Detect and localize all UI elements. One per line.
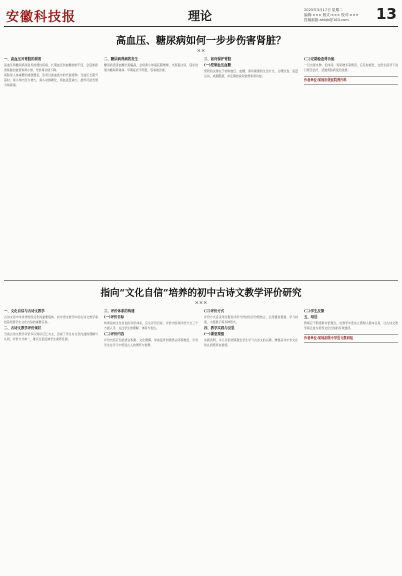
article-1-body <box>4 56 398 274</box>
paragraph: 高血压和糖尿病是常见的慢性疾病，长期血压和血糖控制不佳，会逐渐损害肾脏的血管和肾小球，导致肾功能下降。 <box>4 63 98 72</box>
article-2-col-2 <box>104 308 198 570</box>
article-1-col-4 <box>304 56 398 274</box>
article-1 <box>4 30 398 276</box>
author-affiliation: 作者单位:某地初级中学语文教研组 <box>304 334 398 343</box>
article-1-col-2 <box>104 56 198 274</box>
paragraph: 古诗文是中华优秀传统文化的重要载体，初中语文教学中的古诗文教学承担着培养学生文化自信的重要任务。 <box>4 315 98 324</box>
paragraph: 一旦出现水肿、泡沫尿、夜尿增多等情况，应及时就医，在医生指导下进行规范治疗，延缓肾脏病变的进展。 <box>304 63 398 72</box>
subhead: 三、如何保护肾脏 <box>204 57 232 61</box>
paragraph: 评价方式宜采用过程性评价与终结性评价相结合，运用课堂观察、学习档案、小组展示等多种形式。 <box>204 315 298 324</box>
subhead: 二、糖尿病肾病的发生 <box>104 57 138 61</box>
subhead: (二)定期检查肾功能 <box>304 57 335 61</box>
contact-line: 投稿邮箱:ahkjb@163.com <box>304 18 349 22</box>
issue-meta <box>304 8 374 23</box>
subhead: (二)学生反馈 <box>304 309 325 313</box>
article-2-col-1 <box>4 308 98 570</box>
subhead: 五、结语 <box>304 315 318 319</box>
editor-line: 编辑:××× 版式:××× 校对:××× <box>304 13 359 17</box>
subhead: (一)评价目标 <box>104 315 125 319</box>
subhead: 三、评价体系的构建 <box>104 309 135 313</box>
section-title: 理论 <box>188 9 213 23</box>
article-2-col-3 <box>204 308 298 570</box>
paragraph: 构建指向文化自信的评价体系，应从评价目标、评价内容和评价方式三个方面入手，关注学生的理解、体验与表达。 <box>104 321 198 330</box>
masthead <box>4 4 398 27</box>
section-divider <box>4 280 398 281</box>
paragraph: 当前古诗文教学评价多以知识记忆为主，忽视了学生对文化内涵的理解与认同，评价方式单一，难以全面反映学生素养发展。 <box>4 331 98 341</box>
article-2-col-4 <box>304 308 398 570</box>
article-2-title: 指向“文化自信”培养的初中古诗文教学评价研究 <box>100 288 302 299</box>
paragraph: 糖尿病患者血糖长期偏高，会使肾小球基底膜增厚，出现蛋白尿，逐步进展为糖尿病肾病。早期症状不明显，容易被忽视。 <box>104 63 198 72</box>
article-1-col-3 <box>204 56 298 274</box>
subhead: (三)评价方式 <box>204 309 225 313</box>
paragraph: 实践表明，多元评价能够激发学生学习古诗文的兴趣，增强其对中华文化的认同感和自豪感。 <box>204 337 298 347</box>
newspaper-logo: 安徽科技报 <box>6 10 77 25</box>
page-number: 13 <box>376 5 397 23</box>
subhead: 四、教学实践与反思 <box>204 325 235 330</box>
article-2 <box>4 283 398 573</box>
paragraph: 评价内容应包括语言积累、文化理解、审美鉴赏和情感认同等维度，引导学生在学习中感受古人的情怀与智慧。 <box>104 337 198 347</box>
article-2-author: ××× <box>194 300 208 306</box>
subhead: 二、古诗文教学评价现状 <box>4 325 42 330</box>
subhead: 一、高血压对肾脏的损害 <box>4 57 42 61</box>
subhead: (一)课堂观察 <box>204 331 225 336</box>
paragraph: 教师应不断更新评价理念，在教学中落实立德树人根本任务，让古诗文教学真正成为培养文化自信的有效途径。 <box>304 321 398 330</box>
subhead: 一、文化自信与古诗文教学 <box>4 309 45 313</box>
author-affiliation: 作者单位:某地市级医院肾内科 <box>304 76 398 85</box>
article-2-body <box>4 308 398 570</box>
date-line: 2025年3月17日 星期二 <box>304 8 343 12</box>
paragraph: 肾脏是人体重要的排泄器官，负责过滤血液中的代谢废物。当血压长期升高时，肾小球内压力增大，肾小动脉硬化，肾血流量减少，最终可能发展为肾衰竭。 <box>4 72 98 87</box>
article-1-title: 高血压、糖尿病如何一步步伤害肾脏？ <box>116 36 286 47</box>
paragraph: 预防的关键在于控制血压、血糖，保持健康的生活方式，合理饮食，适量运动，戒烟限酒，并定期检查尿常规和肾功能。 <box>204 69 298 78</box>
subhead: (一)控制血压血糖 <box>204 63 231 67</box>
subhead: (二)评价内容 <box>104 331 125 336</box>
article-1-col-1 <box>4 56 98 274</box>
article-1-author: ×× <box>196 48 206 54</box>
